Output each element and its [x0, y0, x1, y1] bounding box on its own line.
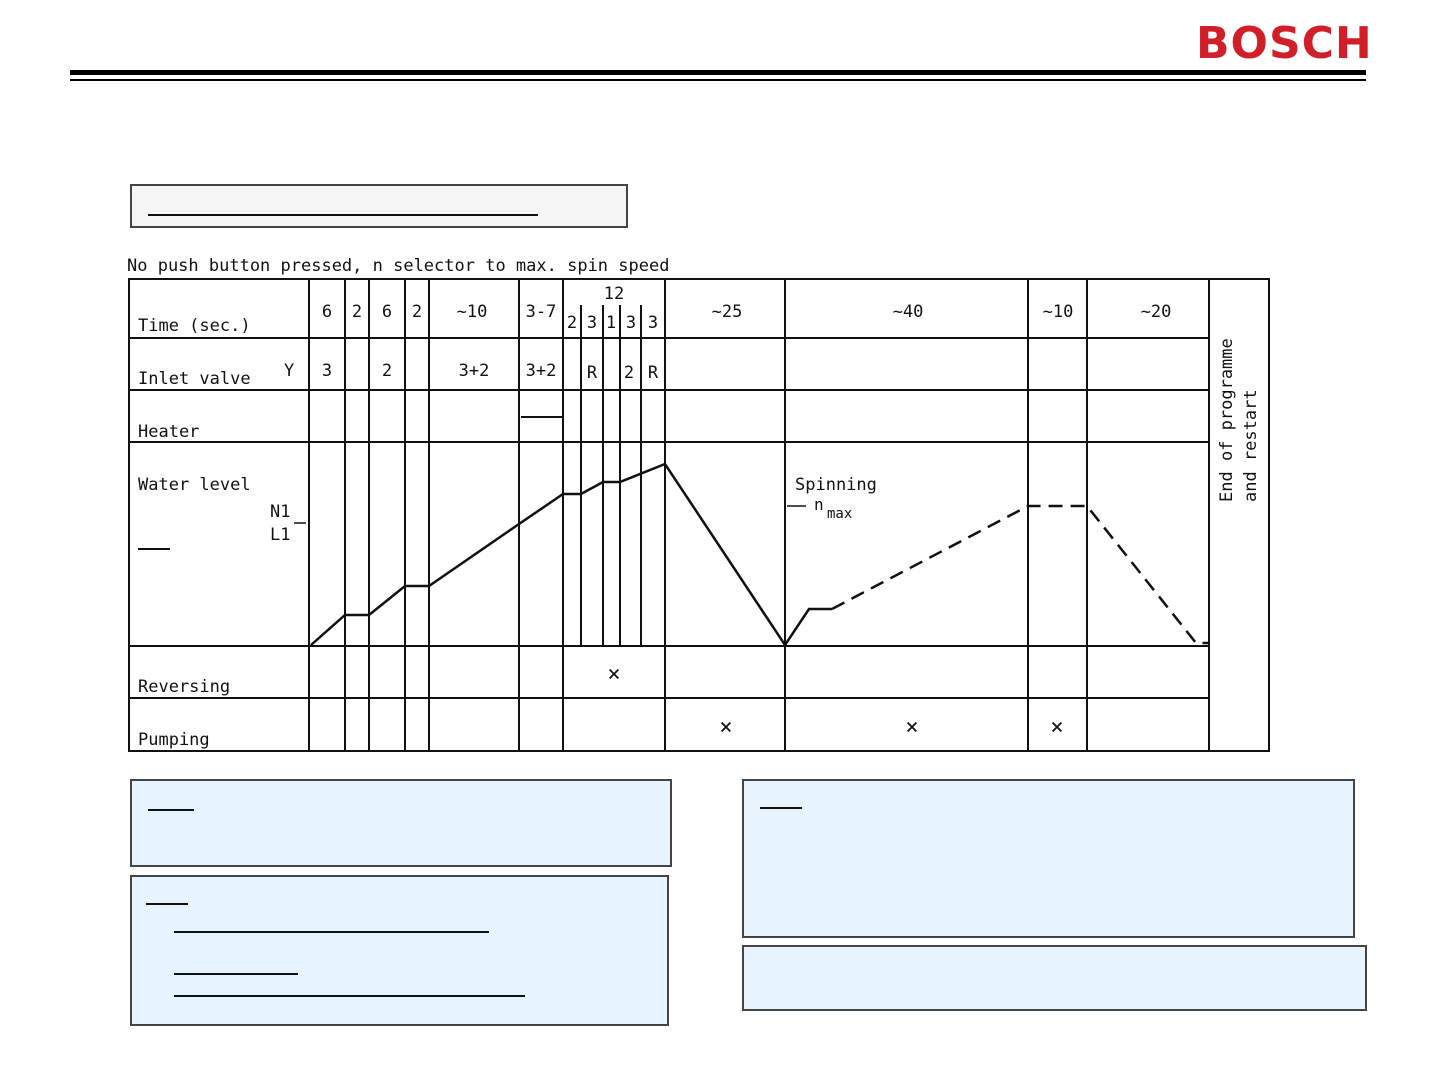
time-value: ~40	[892, 302, 924, 322]
inlet-value: R	[647, 363, 659, 383]
note-underline	[760, 807, 802, 809]
time-value: ~10	[1042, 302, 1074, 322]
time-sub-value: 1	[605, 313, 617, 333]
note-underline	[174, 931, 489, 933]
time-value: 6	[381, 302, 393, 322]
label-water: Water level	[138, 475, 251, 495]
time-group-label: 12	[603, 284, 625, 304]
pumping-mark: ×	[719, 715, 733, 740]
inlet-value: 3	[321, 361, 333, 381]
label-heater: Heater	[138, 422, 200, 442]
diagram-caption: No push button pressed, n selector to max. spin speed	[127, 256, 670, 276]
bosch-logo: BOSCH	[1196, 18, 1373, 69]
label-nmax-sub: max	[827, 506, 853, 522]
pumping-mark: ×	[905, 715, 919, 740]
note-box-3	[742, 779, 1355, 938]
label-pumping: Pumping	[138, 730, 210, 750]
note-underline	[148, 809, 194, 811]
spin-speed-line	[832, 506, 1209, 643]
time-value: ~25	[711, 302, 743, 322]
time-value: ~10	[456, 302, 488, 322]
pumping-mark: ×	[1050, 715, 1064, 740]
label-inlet: Inlet valve	[138, 369, 251, 389]
time-sub-value: 3	[625, 313, 637, 333]
note-underline	[174, 995, 525, 997]
label-n1: N1	[270, 502, 291, 522]
label-inlet-y: Y	[284, 361, 295, 381]
label-spinning: Spinning	[795, 475, 877, 495]
note-box-4	[742, 945, 1367, 1011]
water-level-line	[311, 464, 785, 645]
inlet-value: 3+2	[458, 361, 490, 381]
time-value: ~20	[1140, 302, 1172, 322]
note-underline	[146, 903, 188, 905]
label-time: Time (sec.)	[138, 316, 251, 336]
inlet-value: R	[586, 363, 598, 383]
end-label-line2: and restart	[1241, 389, 1261, 502]
time-value: 2	[411, 302, 423, 322]
label-nmax-n: n	[814, 495, 824, 514]
note-box-1	[130, 779, 672, 867]
time-sub-value: 3	[647, 313, 659, 333]
note-underline	[174, 973, 298, 975]
label-reversing: Reversing	[138, 677, 231, 697]
time-value: 2	[351, 302, 363, 322]
time-sub-value: 2	[566, 313, 578, 333]
inlet-value: 2	[623, 363, 635, 383]
time-value: 3-7	[525, 302, 557, 322]
reversing-mark: ×	[607, 662, 621, 687]
time-sub-value: 3	[586, 313, 598, 333]
end-label-line1: End of programme	[1217, 338, 1237, 502]
inlet-value: 2	[381, 361, 393, 381]
time-value: 6	[321, 302, 333, 322]
label-l1: L1	[270, 525, 291, 545]
inlet-value: 3+2	[525, 361, 557, 381]
note-box-2	[130, 875, 669, 1026]
spin-start-line	[785, 609, 832, 645]
